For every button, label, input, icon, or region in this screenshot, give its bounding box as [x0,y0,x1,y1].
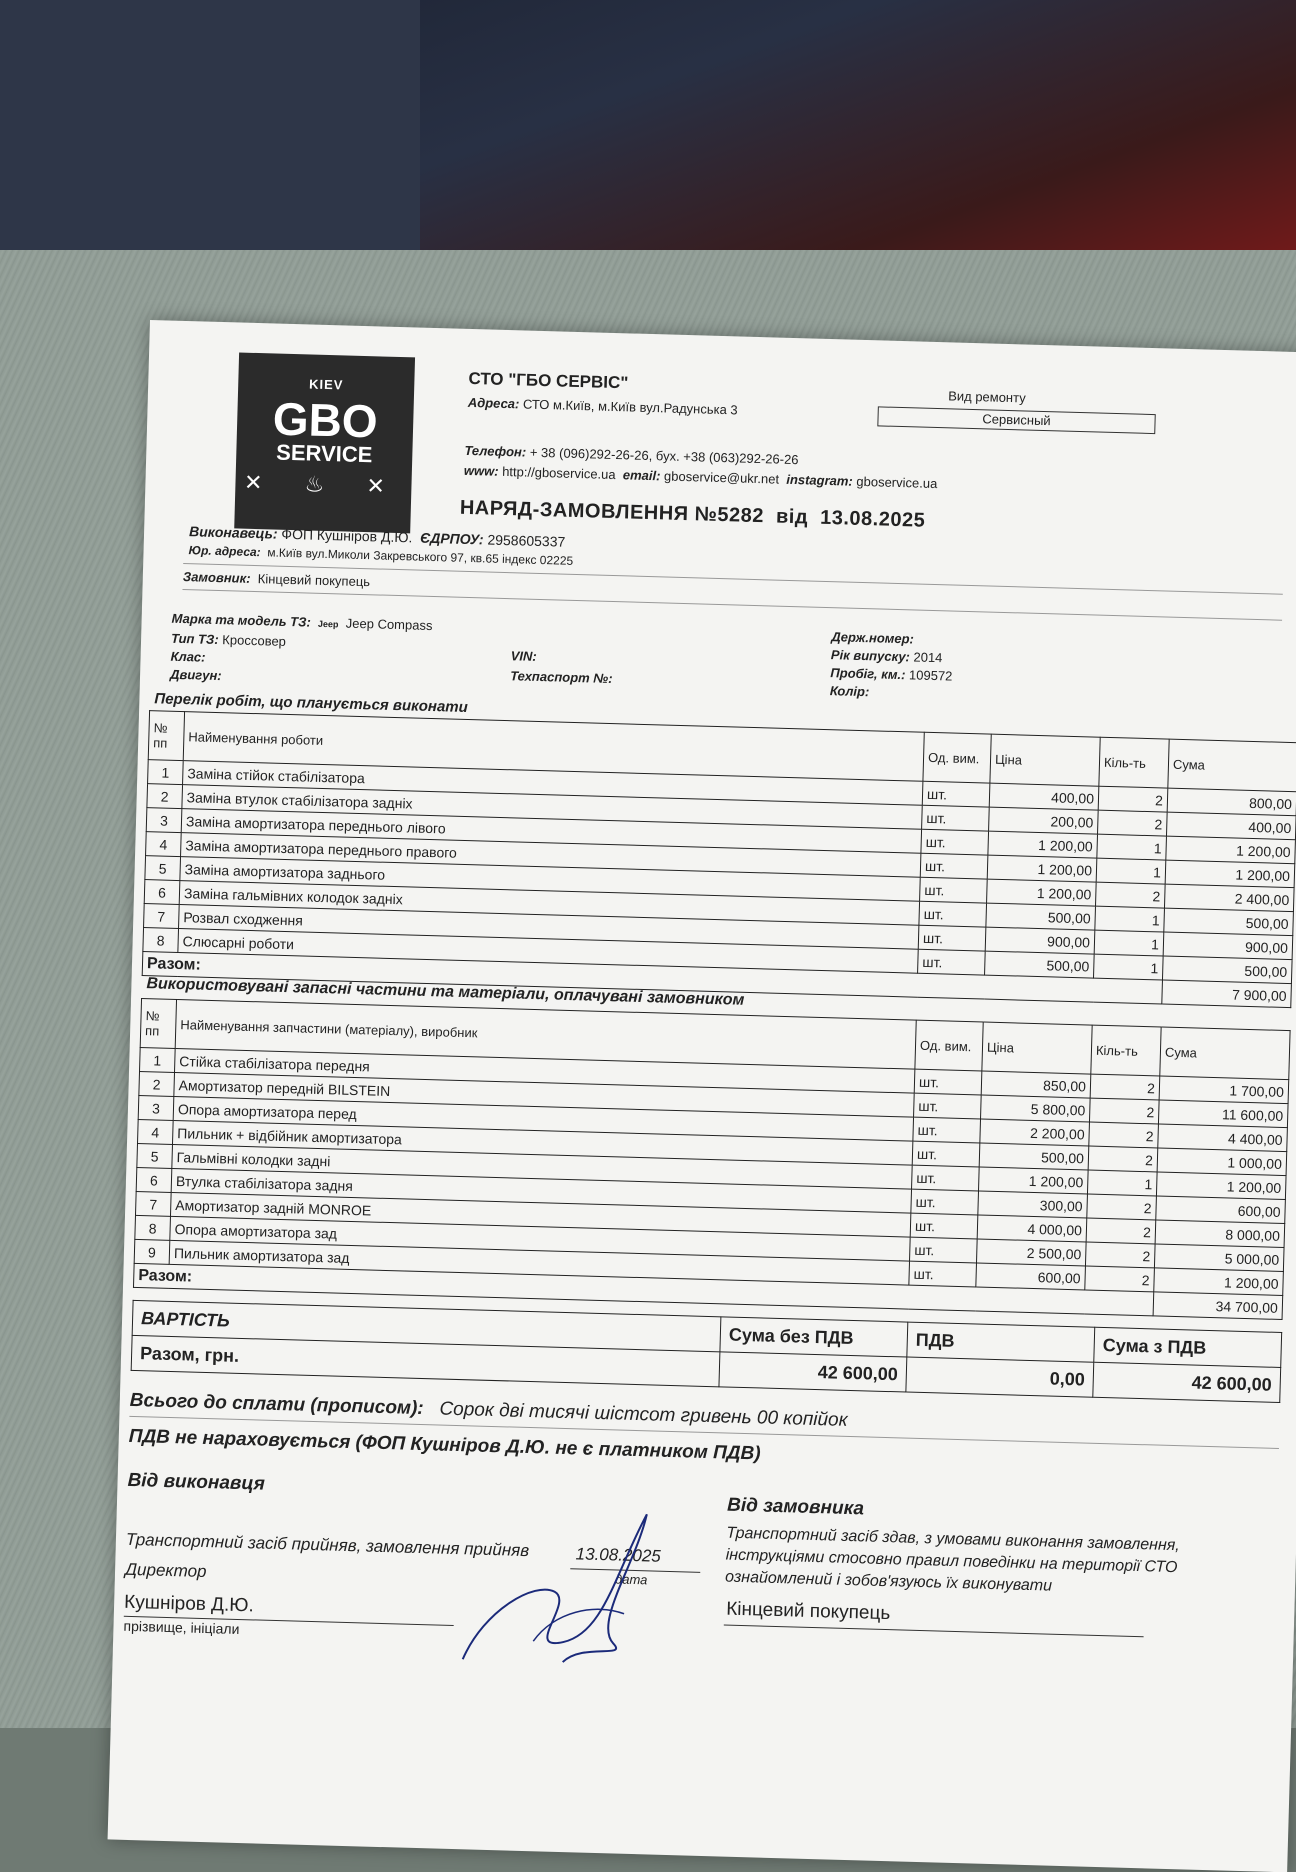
parts-cell-unit: шт. [913,1117,981,1143]
works-cell-name: Заміна гальмівних колодок задніх [179,881,919,926]
works-cell-no: 7 [144,904,180,929]
parts-cell-price: 500,00 [979,1143,1089,1170]
parts-cell-sum: 4 400,00 [1158,1124,1288,1152]
company-contacts: www: http://gboservice.ua email: gboservice@ukr.net instagram: gboservice.ua [463,462,938,492]
executor-name: Кушніров Д.Ю. [123,1591,255,1617]
vehicle-year: Рік випуску: 2014 [830,647,943,666]
sum-with-vat: 42 600,00 [1093,1362,1281,1402]
works-cell-unit: шт. [921,829,989,855]
parts-cell-qty: 2 [1086,1218,1156,1244]
parts-cell-name: Амортизатор задній MONROE [170,1192,910,1237]
customer-consent-text: Транспортний засіб здав, з умовами виконання замовлення, інструкціями стосовно правил поведінки на території СТО ознайомлений і зобов'язуюсь їх виконувати [724,1524,1180,1595]
name-caption: прізвище, ініціали [123,1617,240,1638]
parts-cell-unit: шт. [914,1093,982,1119]
works-cell-no: 8 [143,928,179,953]
parts-cell-unit: шт. [910,1213,978,1239]
logo-main-text: GBO [272,392,379,448]
works-cell-name: Слюсарні роботи [178,929,918,974]
wrench-icon: ✕ ♨ ✕ [243,469,404,500]
vat-amount: 0,00 [906,1357,1094,1397]
executor-position: Директор [124,1559,207,1582]
works-table [142,710,1296,1008]
sum-without-vat: 42 600,00 [719,1352,907,1392]
signature-date: 13.08.2025 [575,1544,662,1566]
works-cell-name: Заміна амортизатора заднього [180,857,920,902]
vehicle-plate-label: Держ.номер: [831,629,915,647]
vehicle-brand: Jeep [317,618,339,630]
works-cell-price: 1 200,00 [987,855,1097,882]
parts-cell-unit: шт. [914,1069,982,1095]
parts-cell-no: 3 [138,1095,174,1120]
parts-cell-price: 4 000,00 [977,1215,1087,1242]
parts-cell-sum: 1 200,00 [1156,1172,1286,1200]
parts-cell-qty: 2 [1087,1194,1157,1220]
works-cell-qty: 2 [1096,882,1166,908]
executor-line: Виконавець: ФОП Кушніров Д.Ю. ЄДРПОУ: 2958605337 [188,523,566,550]
parts-cell-qty: 2 [1089,1122,1159,1148]
works-cell-unit: шт. [919,901,987,927]
parts-cell-price: 300,00 [978,1191,1088,1218]
repair-type-label: Вид ремонту [947,388,1026,406]
parts-cell-name: Опора амортизатора зад [170,1216,910,1261]
works-cell-unit: шт. [918,925,986,951]
parts-cell-price: 2 200,00 [980,1119,1090,1146]
order-date: 13.08.2025 [819,506,926,532]
parts-cell-name: Стійка стабілізатора передня [174,1048,914,1093]
work-order-document [108,320,1296,1872]
works-cell-price: 1 200,00 [988,831,1098,858]
works-cell-no: 6 [144,880,180,905]
company-phone: Телефон: + 38 (096)292-26-26, бух. +38 (063)292-26-26 [464,442,799,468]
works-cell-qty: 1 [1093,954,1163,980]
vat-note: ПДВ не нараховується (ФОП Кушніров Д.Ю. не є платником ПДВ) [128,1425,761,1465]
works-cell-no: 5 [145,856,181,881]
works-total-row: Разом: 7 900,00 [142,952,1291,1008]
amount-in-words: Всього до сплати (прописом): Сорок дві тисячі шістсот гривень 00 копійок [129,1389,848,1431]
parts-cell-qty: 2 [1090,1074,1160,1100]
parts-cell-name: Пильник амортизатора зад [169,1240,909,1285]
vehicle-engine-label: Двигун: [169,666,222,684]
works-cell-name: Розвал сходження [179,905,919,950]
vehicle-color-label: Колір: [829,683,870,700]
parts-cell-unit: шт. [912,1141,980,1167]
parts-cell-name: Амортизатор передній BILSTEIN [174,1072,914,1117]
company-logo [234,353,415,534]
parts-cell-no: 4 [138,1119,174,1144]
parts-cell-no: 6 [136,1167,172,1192]
order-number: №5282 [694,503,765,528]
works-cell-sum: 400,00 [1166,812,1296,840]
vehicle-vin-label: VIN: [510,648,537,664]
parts-cell-qty: 2 [1089,1098,1159,1124]
customer-signature-title: Від замовника [726,1494,865,1520]
works-cell-unit: шт. [918,949,986,975]
customer-line: Замовник: Кінцевий покупець [182,569,371,590]
parts-cell-price: 600,00 [976,1263,1086,1290]
parts-cell-price: 2 500,00 [976,1239,1086,1266]
date-caption: дата [614,1571,648,1588]
vehicle-type: Тип ТЗ: Кроссовер [170,630,287,649]
works-section-title: Перелік робіт, що планується виконати [154,690,469,717]
works-cell-qty: 1 [1097,834,1167,860]
accepted-text: Транспортний засіб прийняв, замовлення прийняв [125,1529,530,1561]
works-cell-price: 500,00 [985,951,1095,978]
works-cell-sum: 800,00 [1167,788,1296,816]
executor-legal-address: Юр. адреса: м.Київ вул.Миколи Закревського 97, кв.65 індекс 02225 [188,543,574,568]
works-cell-sum: 500,00 [1162,956,1292,984]
works-cell-qty: 2 [1098,810,1168,836]
parts-table-body [134,1048,1289,1296]
works-cell-name: Заміна амортизатора переднього правого [181,833,921,878]
parts-cell-no: 2 [139,1072,175,1097]
works-cell-sum: 900,00 [1163,932,1293,960]
parts-cell-qty: 2 [1085,1266,1155,1292]
parts-cell-price: 850,00 [981,1071,1091,1098]
parts-cell-sum: 1 000,00 [1157,1148,1287,1176]
parts-section-title: Використовувані запасні частини та матеріали, оплачувані замовником [146,975,745,1009]
parts-cell-sum: 8 000,00 [1155,1220,1285,1248]
works-cell-qty: 2 [1098,786,1168,812]
works-cell-no: 3 [146,808,182,833]
parts-cell-name: Пильник + відбійник амортизатора [172,1120,912,1165]
order-title: НАРЯД-ЗАМОВЛЕННЯ №5282 від 13.08.2025 [459,496,926,532]
parts-cell-name: Втулка стабілізатора задня [171,1168,911,1213]
works-cell-no: 4 [146,832,182,857]
works-cell-name: Заміна стійок стабілізатора [183,761,923,806]
parts-cell-unit: шт. [909,1261,977,1287]
parts-table [133,998,1291,1320]
works-cell-no: 2 [147,784,183,809]
executor-signature-title: Від виконавця [127,1469,266,1495]
customer-name: Кінцевий покупець [725,1598,891,1625]
works-cell-name: Заміна амортизатора переднього лівого [181,809,921,854]
email-link: gboservice@ukr.net [663,468,780,487]
company-name: СТО "ГБО СЕРВІС" [468,368,629,393]
parts-cell-no: 8 [135,1215,171,1240]
works-cell-sum: 1 200,00 [1166,836,1296,864]
customer-name-line [724,1625,1144,1638]
company-address: Адреса: СТО м.Київ, м.Київ вул.Радунська 3 [467,394,738,418]
parts-cell-price: 1 200,00 [979,1167,1089,1194]
works-cell-sum: 500,00 [1164,908,1294,936]
parts-cell-price: 5 800,00 [981,1095,1091,1122]
parts-cell-qty: 2 [1085,1242,1155,1268]
cost-table: ВАРТІСТЬ Сума без ПДВ ПДВ Сума з ПДВ Разом, грн. 42 600,00 0,00 42 600,00 [131,1300,1283,1403]
works-cell-price: 1 200,00 [987,879,1097,906]
works-cell-price: 200,00 [989,807,1099,834]
works-cell-name: Заміна втулок стабілізатора задніх [182,785,922,830]
parts-cell-qty: 1 [1087,1170,1157,1196]
parts-cell-sum: 1 700,00 [1159,1076,1289,1104]
vehicle-class-label: Клас: [170,648,206,665]
parts-cell-unit: шт. [911,1189,979,1215]
works-table-header: № пп Найменування роботи Од. вим. Ціна Кіль-ть Сума [148,711,1296,792]
repair-type-field: Сервисный [877,406,1155,434]
handwritten-signature [442,1489,687,1676]
works-cell-unit: шт. [920,877,988,903]
parts-cell-no: 9 [134,1239,170,1264]
works-cell-unit: шт. [920,853,988,879]
works-cell-unit: шт. [922,805,990,831]
works-total: 7 900,00 [1162,980,1292,1008]
works-cell-price: 500,00 [986,903,1096,930]
works-cell-qty: 1 [1096,858,1166,884]
vehicle-passport-label: Техпаспорт №: [509,668,613,687]
parts-table-header: № пп Найменування запчастини (матеріалу), виробник Од. вим. Ціна Кіль-ть Сума [140,999,1290,1080]
works-table-body [143,760,1296,984]
parts-cell-sum: 11 600,00 [1158,1100,1288,1128]
parts-cell-no: 5 [137,1143,173,1168]
works-cell-sum: 1 200,00 [1165,860,1295,888]
instagram-link: gboservice.ua [856,473,938,492]
works-cell-price: 400,00 [989,783,1099,810]
works-cell-no: 1 [148,760,184,785]
parts-cell-unit: шт. [910,1237,978,1263]
parts-cell-no: 7 [135,1191,171,1216]
works-cell-qty: 1 [1094,930,1164,956]
vehicle-model: Марка та модель ТЗ: Jeep Jeep Compass [171,610,433,634]
logo-city: KIEV [308,376,344,393]
parts-cell-name: Гальмівні колодки задні [172,1144,912,1189]
parts-cell-qty: 2 [1088,1146,1158,1172]
parts-cell-sum: 5 000,00 [1154,1244,1284,1272]
logo-sub-text: SERVICE [275,439,373,468]
parts-cell-unit: шт. [912,1165,980,1191]
works-cell-qty: 1 [1095,906,1165,932]
cost-label: ВАРТІСТЬ [132,1300,721,1351]
website-link: http://gboservice.ua [501,463,616,483]
parts-total-row: Разом: 34 700,00 [133,1263,1282,1319]
parts-total: 34 700,00 [1153,1292,1283,1320]
works-cell-price: 900,00 [985,927,1095,954]
works-cell-sum: 2 400,00 [1164,884,1294,912]
works-cell-unit: шт. [922,781,990,807]
parts-cell-name: Опора амортизатора перед [173,1096,913,1141]
parts-cell-sum: 1 200,00 [1154,1268,1284,1296]
vehicle-mileage: Пробіг, км.: 109572 [830,665,953,684]
parts-cell-sum: 600,00 [1156,1196,1286,1224]
parts-cell-no: 1 [140,1048,176,1073]
